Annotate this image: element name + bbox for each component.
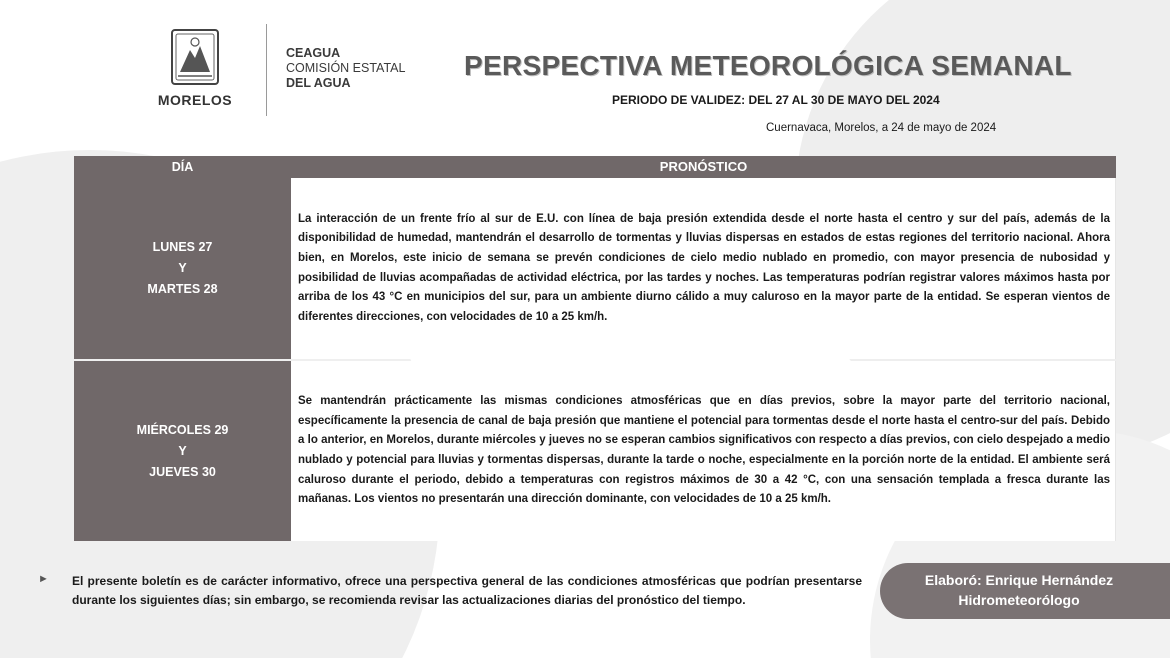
place-date: Cuernavaca, Morelos, a 24 de mayo de 2024	[766, 122, 997, 134]
agency-name	[286, 46, 405, 91]
author-credit	[880, 563, 1170, 619]
day-label-connector: Y	[178, 443, 187, 458]
forecast-text: La interacción de un frente frío al sur de E.U. con línea de baja presión extendida desde el norte hasta el centro y sur del país, además de la disponibilidad de humedad, mantendrán el desarrollo de tormentas y lluvias dispersas en estados de estas regiones del territorio nacional. Ahora bien, en Morelos, este inicio de semana se prevén condiciones de cielo medio nublado en promedio, con mayor presencia de nubosidad y posibilidad de lluvias acompañadas de actividad eléctrica, por las tardes y noches. Las temperaturas podrían registrar valores máximos hasta por arriba de los 43 °C en municipios del sur, para un ambiente diurno cálido a muy caluroso en la mayor parte de la entidad. Se esperan vientos de diferentes direcciones, con velocidades de 10 a 25 km/h.	[298, 212, 1110, 323]
table-header	[74, 156, 1116, 178]
author-role: Hidrometeorólogo	[958, 592, 1080, 608]
agency-line-2: COMISIÓN ESTATAL	[286, 61, 406, 75]
table-row	[74, 361, 1116, 541]
state-name: MORELOS	[157, 92, 233, 108]
bullet-arrow-icon: ►	[38, 573, 49, 585]
state-seal-icon	[170, 28, 220, 86]
day-label-start: LUNES 27	[152, 240, 213, 254]
disclaimer-text: El presente boletín es de carácter informativo, ofrece una perspectiva general de las condiciones atmosféricas que podrían presentarse durante los siguientes días; sin embargo, se recomienda revisar las actualizaciones diarias del pronóstico del tiempo.	[72, 574, 862, 607]
forecast-cell	[291, 178, 1116, 359]
day-label-start: MIÉRCOLES 29	[136, 422, 229, 437]
validity-period: PERIODO DE VALIDEZ: DEL 27 AL 30 DE MAYO DEL 2024	[612, 93, 940, 107]
header-divider	[266, 24, 267, 116]
author-name: Elaboró: Enrique Hernández	[924, 572, 1114, 588]
forecast-text: Se mantendrán prácticamente las mismas condiciones atmosféricas que en días previos, sobre la mayor parte del territorio nacional, específicamente la presencia de canal de baja presión que mantiene el potencial para tormentas desde el norte hasta el centro-sur del país. Debido a lo anterior, en Morelos, durante miércoles y jueves no se esperan cambios significativos con respecto a días previos, con cielo despejado a medio nublado y potencial para lluvias y tormentas dispersas, durante la tarde o noche, especialmente en la porción norte de la entidad. El ambiente será caluroso durante el periodo, debido a temperaturas con registros máximos de 30 a 42 °C, con una sensación templada a fresca durante las mañanas. Los vientos no presentarán una dirección dominante, con velocidades de 10 a 25 km/h.	[298, 395, 1110, 506]
day-label-end: JUEVES 30	[149, 464, 216, 479]
agency-acronym: CEAGUA	[286, 46, 341, 60]
state-logo	[150, 26, 240, 112]
forecast-table	[74, 156, 1116, 541]
day-label-connector: Y	[178, 261, 187, 275]
day-cell	[74, 178, 291, 359]
forecast-cell	[291, 361, 1116, 541]
page-title: PERSPECTIVA METEOROLÓGICA SEMANAL	[464, 50, 1072, 81]
column-header-forecast: PRONÓSTICO	[659, 159, 748, 174]
column-header-day: DÍA	[171, 160, 194, 174]
table-row	[74, 178, 1116, 359]
day-cell	[74, 361, 291, 541]
day-label-end: MARTES 28	[147, 282, 218, 296]
agency-line-3: DEL AGUA	[286, 76, 351, 90]
